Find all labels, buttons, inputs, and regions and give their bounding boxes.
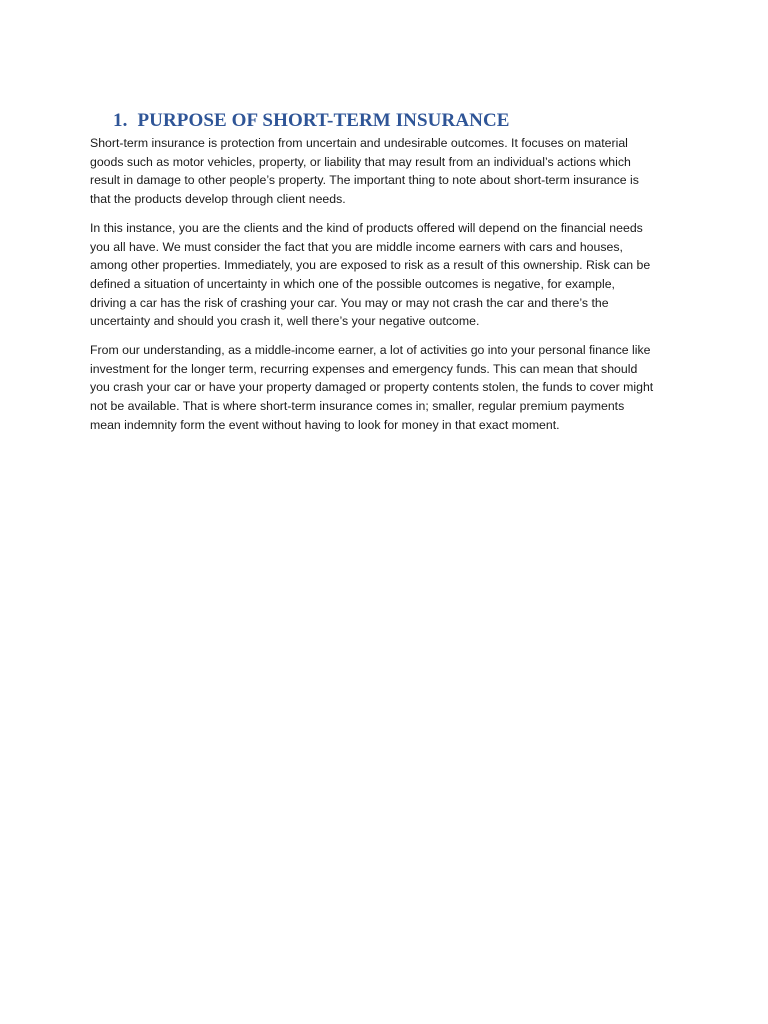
text-line: investment for the longer term, recurring expenses and emergency funds. This can mean that should — [90, 361, 638, 376]
text-line: defined a situation of uncertainty in which one of the possible outcomes is negative, for example, — [90, 276, 615, 291]
text-line: result in damage to other people’s property. The important thing to note about short-term insurance is — [90, 173, 639, 188]
text-line: From our understanding, as a middle-income earner, a lot of activities go into your personal finance like — [90, 343, 651, 358]
text-line: driving a car has the risk of crashing your car. You may or may not crash the car and there’s the — [90, 295, 609, 310]
text-line: In this instance, you are the clients and the kind of products offered will depend on the financial needs — [90, 220, 643, 235]
section-title: PURPOSE OF SHORT-TERM INSURANCE — [137, 110, 510, 131]
text-line: among other properties. Immediately, you are exposed to risk as a result of this ownership. Risk can be — [90, 258, 651, 273]
section-number: 1. — [113, 110, 128, 131]
text-line: goods such as motor vehicles, property, or liability that may result from an individual’s actions which — [90, 154, 631, 169]
text-line: mean indemnity form the event without having to look for money in that exact moment. — [90, 417, 560, 432]
paragraph-2 — [90, 219, 690, 331]
text-line: that the products develop through client needs. — [90, 192, 346, 207]
paragraph-3 — [90, 341, 690, 435]
text-line: not be available. That is where short-term insurance comes in; smaller, regular premium payments — [90, 399, 625, 414]
text-line: you all have. We must consider the fact that you are middle income earners with cars and houses, — [90, 239, 623, 254]
text-line: you crash your car or have your property damaged or property contents stolen, the funds to cover might — [90, 380, 654, 395]
text-line: Short-term insurance is protection from uncertain and undesirable outcomes. It focuses on material — [90, 136, 628, 150]
paragraph-1 — [90, 134, 690, 209]
document-body — [90, 134, 690, 445]
section-heading — [113, 108, 510, 134]
text-line: uncertainty and should you crash it, well there’s your negative outcome. — [90, 314, 480, 329]
